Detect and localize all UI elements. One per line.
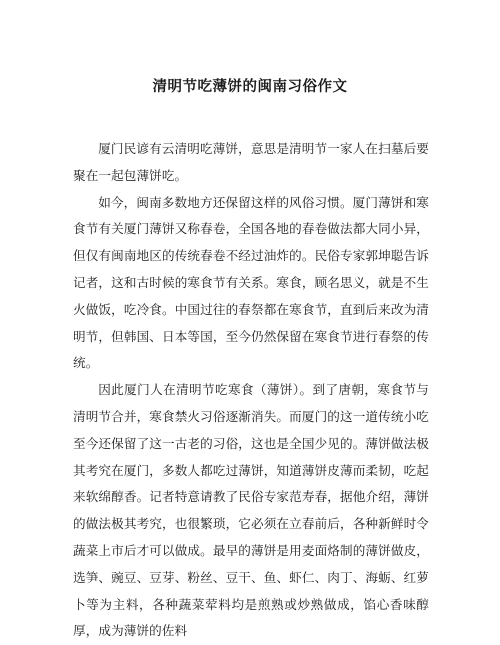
document-title: 清明节吃薄饼的闽南习俗作文 — [152, 78, 348, 95]
paragraph-3: 因此厦门人在清明节吃寒食（薄饼）。到了唐朝，寒食节与清明节合并，寒食禁火习俗逐渐消失。而厦门的这一道传统小吃至今还保留了这一古老的习俗，这也是全国少见的。薄饼做法极其考究在厦门，多数人都吃过薄饼，知道薄饼皮薄而柔韧，吃起来软绵醇香。记者特意请教了民俗专家范寿春，据他介绍，薄饼的做法极其考究，也很繁琐，它必须在立春前后，各种新鲜时令蔬菜上市后才可以做成。最早的薄饼是用麦面烙制的薄饼做皮，选笋、豌豆、豆芽、粉丝、豆干、鱼、虾仁、肉丁、海蛎、红萝卜等为主料，各种蔬菜荤料均是煎熟或炒熟做成，馅心香味醇厚，成为薄饼的佐料 — [73, 382, 429, 639]
paragraph-2: 如今，闽南多数地方还保留这样的风俗习惯。厦门薄饼和寒食节有关厦门薄饼又称春卷，全国各地的春卷做法都大同小异，但仅有闽南地区的传统春卷不经过油炸的。民俗专家郭坤聪告诉记者，这和古时候的寒食节有关系。寒食，顾名思义，就是不生火做饭，吃冷食。中国过往的春祭都在寒食节，直到后来改为清明节，但韩国、日本等国，至今仍然保留在寒食节进行春祭的传统。 — [73, 194, 429, 371]
document-body — [73, 136, 429, 645]
paragraph-1: 厦门民谚有云清明吃薄饼，意思是清明节一家人在扫墓后要聚在一起包薄饼吃。 — [73, 141, 429, 183]
